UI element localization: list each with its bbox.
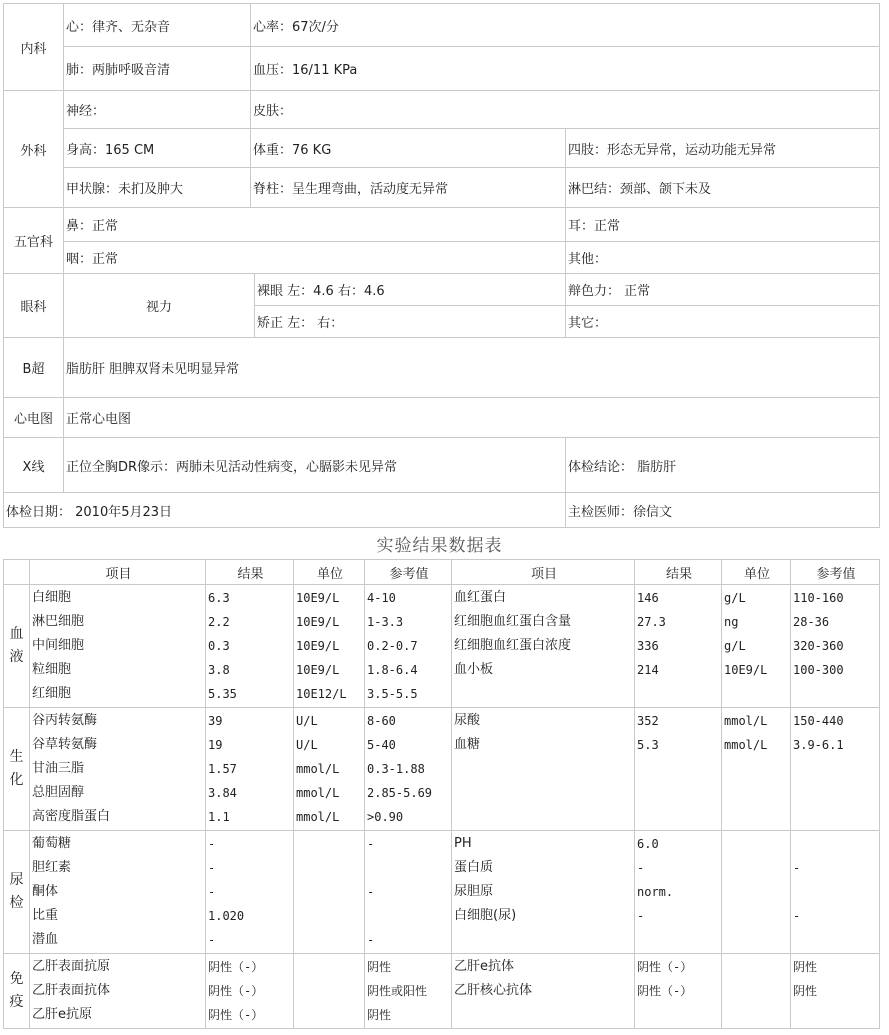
lab-unit: 10E9/L [296,639,340,653]
lab-result: 0.3 [208,639,230,653]
lab-unit: U/L [296,738,318,752]
lab-unit [296,880,364,904]
lab-unit [724,832,790,856]
limbs-field: 四肢：形态无异常，运动功能无异常 [566,129,880,168]
xray-result: 正位全胸DR像示：两肺未见活动性病变，心膈影未见异常 [64,438,566,493]
lab-unit: g/L [724,639,746,653]
lab-item: 白细胞(尿) [454,908,517,923]
lab-unit: g/L [724,591,746,605]
lab-result: 6.3 [208,591,230,605]
throat-field: 咽：正常 [64,242,566,274]
heart-field: 心：律齐、无杂音 [64,4,251,47]
lab-ref [367,904,451,928]
lab-left-ref-col [365,708,452,831]
lab-unit: mmol/L [296,762,340,776]
lab-result: 39 [208,714,223,728]
lab-result: 2.2 [208,615,230,629]
lab-right-ref-col [791,708,880,831]
lab-right-ref-col [791,831,880,954]
lab-result: 3.84 [208,786,237,800]
header-spacer [4,560,30,585]
lab-right-ref-col [791,954,880,1029]
lab-item: PH [454,836,472,851]
lab-left-item-col [30,708,206,831]
lab-ref: 3.9-6.1 [793,738,844,752]
lab-left-unit-col [294,831,365,954]
lab-right-item-col [452,708,635,831]
nerve-field: 神经： [64,91,251,129]
bultrasound-result: 脂肪肝 胆脾双肾未见明显异常 [64,338,880,398]
heart-rate-field: 心率：67次/分 [251,4,880,47]
lymph-field: 淋巴结：颈部、颌下未及 [566,168,880,208]
header-unit-right: 单位 [722,560,791,585]
lab-result: 352 [637,714,659,728]
lab-item: 比重 [32,908,59,923]
lab-unit [296,928,364,952]
lab-right-item-col [452,954,635,1029]
lab-item: 乙肝e抗体 [454,959,514,974]
header-ref-right: 参考值 [791,560,880,585]
lab-right-result-col [635,708,722,831]
lab-group-row [4,954,880,1029]
lab-result: - [208,837,216,851]
lab-item: 白细胞 [32,590,72,605]
lab-unit: ng [724,615,739,629]
lab-item: 总胆固醇 [32,785,85,800]
blood-pressure-field: 血压：16/11 KPa [251,47,880,91]
lab-item: 尿酸 [454,713,481,728]
lab-ref [367,856,451,880]
lab-ref: 110-160 [793,591,844,605]
lab-table-title: 实验结果数据表 [376,536,503,556]
lab-result: 6.0 [637,837,659,851]
lab-right-result-col [635,585,722,708]
lab-category: 尿检 [4,831,30,954]
lab-group-row [4,831,880,954]
header-item-left: 项目 [30,560,206,585]
lab-unit [296,832,364,856]
lab-result: 1.57 [208,762,237,776]
lab-item: 尿胆原 [454,884,494,899]
lab-unit: 10E9/L [296,615,340,629]
lab-unit [724,856,790,880]
header-result-right: 结果 [635,560,722,585]
lab-unit [296,1003,364,1027]
lab-ref: 8-60 [367,714,396,728]
lab-ref: 1-3.3 [367,615,404,629]
lab-ref: 阴性或阳性 [367,984,428,998]
header-ref-left: 参考值 [365,560,452,585]
lab-ref: 100-300 [793,663,844,677]
lab-group-row [4,708,880,831]
weight-field: 体重：76 KG [251,129,566,168]
lab-unit [724,979,790,1003]
lab-result: 3.8 [208,663,230,677]
lab-result: 27.3 [637,615,666,629]
lab-unit: mmol/L [296,810,340,824]
lab-result: - [208,885,216,899]
lab-ref: 0.3-1.88 [367,762,425,776]
lab-item: 谷草转氨酶 [32,737,98,752]
lab-ref: - [367,837,375,851]
lab-unit: U/L [296,714,318,728]
lab-ref: 150-440 [793,714,844,728]
lab-result: 5.3 [637,738,659,752]
lab-left-ref-col [365,954,452,1029]
lab-unit [296,955,364,979]
eye-other-field: 其它： [566,306,880,338]
lab-item: 乙肝表面抗原 [32,959,111,974]
lab-left-ref-col [365,585,452,708]
lab-item: 乙肝表面抗体 [32,983,111,998]
lab-result: norm. [637,885,674,899]
corrected-eye-field: 矫正 左： 右： [255,306,566,338]
lab-item: 血小板 [454,662,494,677]
lab-ref [793,832,879,856]
lab-left-item-col [30,954,206,1029]
lab-ref: - [367,885,375,899]
lab-unit: 10E12/L [296,687,347,701]
dept-surgery: 外科 [4,91,64,208]
lab-ref: 2.85-5.69 [367,786,433,800]
lab-item: 谷丙转氨酶 [32,713,98,728]
lab-right-item-col [452,831,635,954]
lab-left-item-col [30,585,206,708]
lab-right-result-col [635,831,722,954]
lab-left-result-col [206,585,294,708]
lab-item: 粒细胞 [32,662,72,677]
lab-group-row [4,585,880,708]
lab-ref: 28-36 [793,615,830,629]
lab-ref: 4-10 [367,591,396,605]
lab-ref: 阴性 [793,960,818,974]
lab-ref: 320-360 [793,639,844,653]
lab-ref: - [793,909,801,923]
lab-left-result-col [206,831,294,954]
lab-ref [793,880,879,904]
lab-result: 1.020 [208,909,245,923]
lab-left-result-col [206,954,294,1029]
lab-ref: 阴性 [367,1008,392,1022]
lab-item: 乙肝核心抗体 [454,983,533,998]
lab-ref: >0.90 [367,810,404,824]
lab-result: - [637,909,645,923]
lab-item: 潜血 [32,932,59,947]
lab-unit [296,979,364,1003]
ear-field: 耳：正常 [566,208,880,242]
lab-header-row [4,560,880,585]
lab-result: 阴性（-） [208,960,264,974]
lab-ref: 3.5-5.5 [367,687,418,701]
naked-eye-field: 裸眼 左：4.6 右：4.6 [255,274,566,306]
lab-item: 血红蛋白 [454,590,507,605]
lab-result: - [208,861,216,875]
lab-result: 阴性（-） [208,1008,264,1022]
lab-unit: 10E9/L [296,663,340,677]
nose-field: 鼻：正常 [64,208,566,242]
lab-result: 5.35 [208,687,237,701]
skin-field: 皮肤： [251,91,880,129]
lab-right-unit-col [722,954,791,1029]
lab-unit: 10E9/L [724,663,768,677]
color-sense-field: 辩色力： 正常 [566,274,880,306]
ecg-result: 正常心电图 [64,398,880,438]
lab-item: 血糖 [454,737,481,752]
lab-item: 红细胞血红蛋白含量 [454,614,572,629]
lab-right-unit-col [722,708,791,831]
lab-ref: - [367,933,375,947]
lab-left-unit-col [294,585,365,708]
lab-item: 淋巴细胞 [32,614,85,629]
dept-internal: 内科 [4,4,64,91]
thyroid-field: 甲状腺：未扪及肿大 [64,168,251,208]
lab-item: 红细胞 [32,686,72,701]
lab-ref: 阴性 [367,960,392,974]
lab-ref: 1.8-6.4 [367,663,418,677]
lab-item: 蛋白质 [454,860,494,875]
lab-item: 中间细胞 [32,638,85,653]
lab-left-result-col [206,708,294,831]
header-item-right: 项目 [452,560,635,585]
lab-ref: 阴性 [793,984,818,998]
lab-item: 酮体 [32,884,59,899]
lab-unit [724,880,790,904]
lab-ref: 0.2-0.7 [367,639,418,653]
lab-category: 免疫 [4,954,30,1029]
lab-ref: - [793,861,801,875]
lab-right-ref-col [791,585,880,708]
lab-item: 甘油三脂 [32,761,85,776]
lab-result: 336 [637,639,659,653]
lab-result: 19 [208,738,223,752]
lab-result: 阴性（-） [637,984,693,998]
exam-date: 体检日期： 2010年5月23日 [4,493,566,528]
lab-category: 血液 [4,585,30,708]
header-result-left: 结果 [206,560,294,585]
lab-item: 高密度脂蛋白 [32,809,111,824]
lab-unit: 10E9/L [296,591,340,605]
lab-unit: mmol/L [724,714,768,728]
lab-right-result-col [635,954,722,1029]
dept-ecg: 心电图 [4,398,64,438]
lab-right-unit-col [722,831,791,954]
lab-category: 生化 [4,708,30,831]
lab-left-item-col [30,831,206,954]
lab-item: 葡萄糖 [32,836,72,851]
lung-field: 肺：两肺呼吸音清 [64,47,251,91]
lab-unit: mmol/L [296,786,340,800]
lab-unit: mmol/L [724,738,768,752]
lab-result: 阴性（-） [208,984,264,998]
lab-result: 1.1 [208,810,230,824]
dept-ent: 五官科 [4,208,64,274]
lab-item: 胆红素 [32,860,72,875]
dept-bultrasound: B超 [4,338,64,398]
lab-result: - [208,933,216,947]
ent-other-field: 其他： [566,242,880,274]
lab-unit [296,904,364,928]
lab-unit [296,856,364,880]
lab-item: 乙肝e抗原 [32,1007,92,1022]
lab-result: 146 [637,591,659,605]
lab-item: 红细胞血红蛋白浓度 [454,638,572,653]
lab-unit [724,955,790,979]
dept-xray: X线 [4,438,64,493]
chief-doctor: 主检医师：徐信文 [566,493,880,528]
physical-exam-table [3,3,880,528]
lab-ref: 5-40 [367,738,396,752]
lab-left-unit-col [294,708,365,831]
conclusion-field: 体检结论： 脂肪肝 [566,438,880,493]
header-unit-left: 单位 [294,560,365,585]
lab-results-table [3,559,880,1029]
vision-label: 视力 [64,274,255,338]
lab-right-unit-col [722,585,791,708]
dept-eye: 眼科 [4,274,64,338]
height-field: 身高：165 CM [64,129,251,168]
lab-result: 阴性（-） [637,960,693,974]
lab-right-item-col [452,585,635,708]
lab-left-ref-col [365,831,452,954]
lab-result: 214 [637,663,659,677]
spine-field: 脊柱：呈生理弯曲，活动度无异常 [251,168,566,208]
lab-left-unit-col [294,954,365,1029]
lab-result: - [637,861,645,875]
lab-unit [724,904,790,928]
